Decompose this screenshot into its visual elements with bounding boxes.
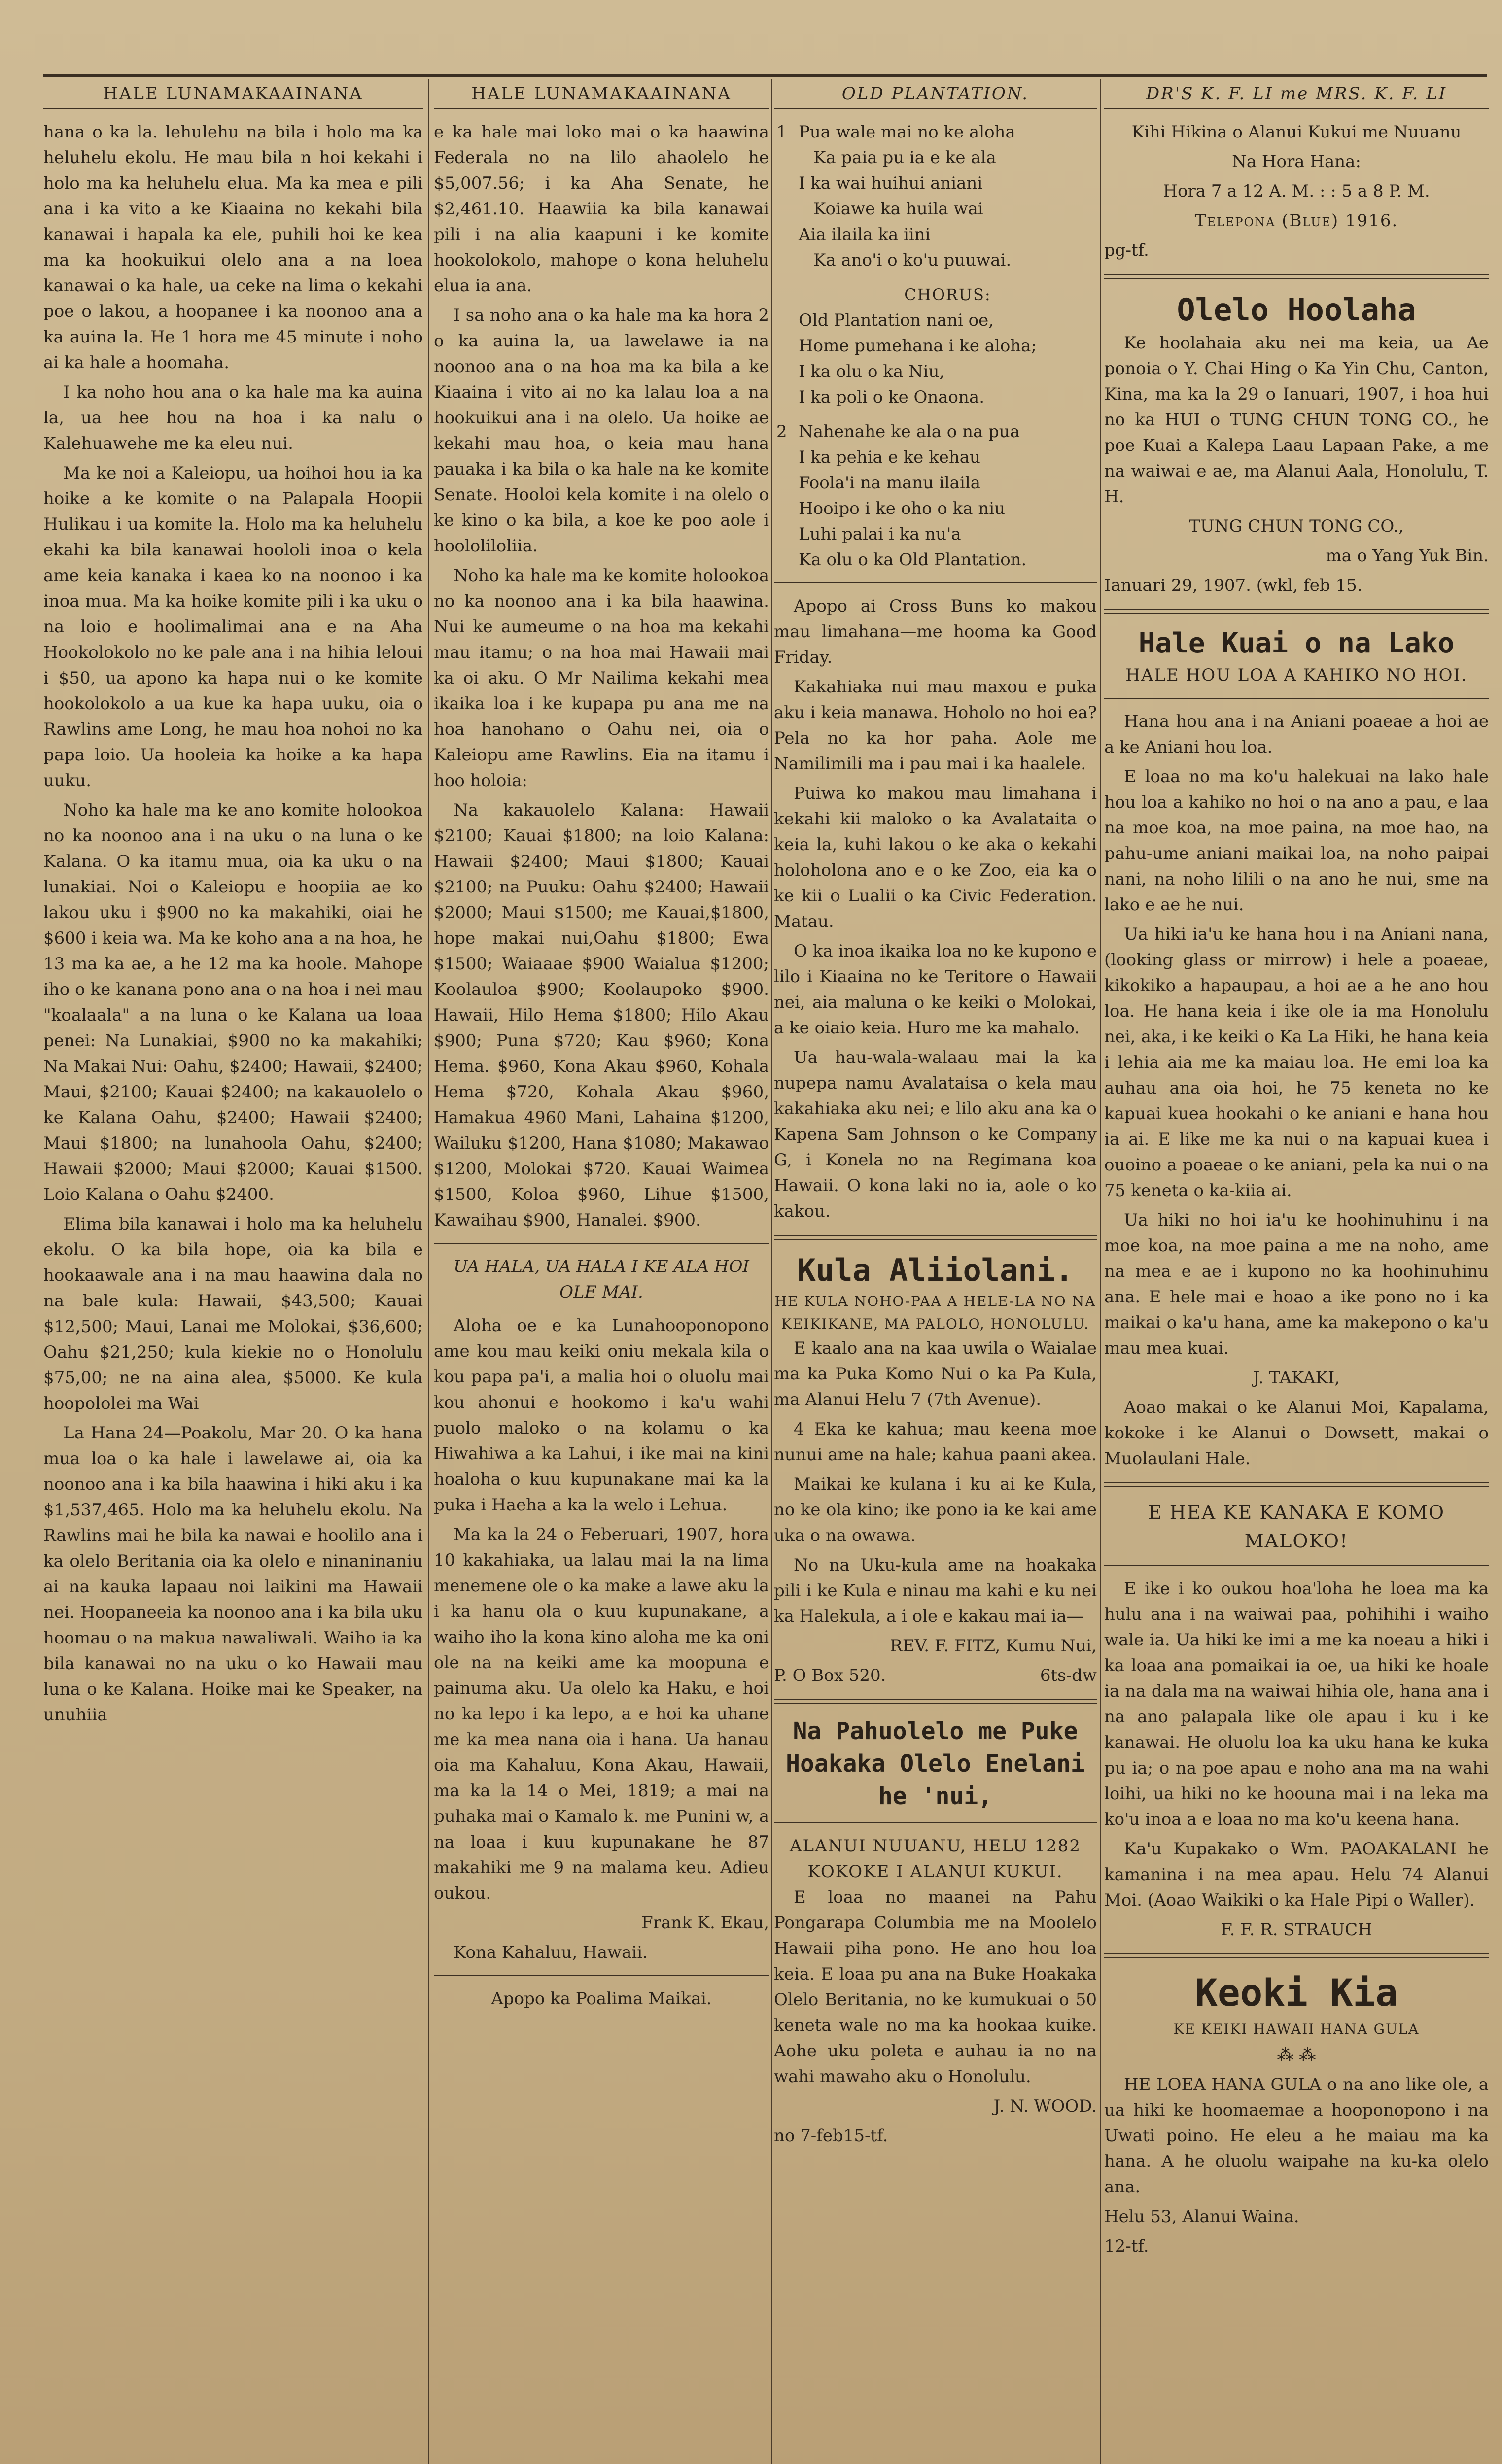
verse-number: 2	[776, 422, 787, 442]
reference-code: 6ts-dw	[1040, 1666, 1097, 1685]
divider	[774, 1822, 1097, 1823]
company-name: TUNG CHUN TONG CO.,	[1189, 516, 1404, 536]
paragraph: Na kakauolelo Kalana: Hawaii $2100; Kauai $1800; na loio Kalana: Hawaii $2400; Maui $1800; Kauai $2100; na Puuku: Oahu $2400; Hawaii $2000; Maui $1500; me Kauai,$1800, hope makai nui,Oahu $1800; Ewa $1500; Waiaaae $900 Waialua $1200; Koolauloa $900; Koolaupoko $900. Hawaii, Hilo Hema $1800; Hilo Akau $900; Puna $720; Kau $960; Kona Hema. $960, Kona Akau $960, Kohala Hema $720, Kohala Akau $960, Hamakua 4960 Mani, Lahaina $1200, Wailuku $1200, Hana $1080; Makawao $1200, Molokai $720. Kauai Waimea $1500, Koloa $960, Lihue $1500, Kawaihau $900, Hanalei. $900.	[434, 800, 769, 1230]
verse-number: 1	[776, 122, 787, 142]
address: Aoao makai o ke Alanui Moi, Kapalama, kokoke i ke Alanui o Dowsett, makai o Muolaulani Hale.	[1104, 1398, 1489, 1469]
article-title: UA HALA, UA HALA I KE ALA HOI OLE MAI.	[454, 1257, 749, 1302]
advertisement-subtitle: HE KULA NOHO-PAA A HELE-LA NO NA KEIKIKANE, MA PALOLO, HONOLULU.	[774, 1293, 1096, 1332]
paragraph: E ike i ko oukou hoa'loha he loea ma ka hulu ana i na waiwai paa, pohihihi i waiho wale ia. Ua hiki ke imi a me ka noeau a hiki i ka loaa ana pomaikai ia oe, ua hiki ke hoale ia na dala ma na waiwai hihia ole, hana ana i na ano palapala like ole apau i ku i ke kanawai. He oluolu loa ka uku hana ke kuka pu ia; o na poe apau e noho ana ma na wahi loihi, ua hiki no ke hoouna mai i na leka ma ko'u inoa a e loaa no ma ko'u keena hana.	[1104, 1579, 1489, 1829]
signature: F. F. R. STRAUCH	[1221, 1920, 1372, 1940]
double-rule	[1104, 274, 1489, 279]
advertisement-title: Hale Kuai o na Lako	[1138, 627, 1455, 659]
advertisement-title: Na Pahuolelo me Puke Hoakaka Olelo Enelani he 'nui,	[786, 1717, 1085, 1810]
doctor-address: Kihi Hikina o Alanui Kukui me Nuuanu	[1131, 122, 1462, 142]
po-box-text: P. O Box 520.	[774, 1666, 886, 1685]
divider	[434, 1975, 769, 1976]
paragraph: 4 Eka ke kahua; mau keena moe nunui ame na hale; kahua paani akea.	[774, 1419, 1097, 1465]
poem-verse	[776, 119, 1097, 273]
column-4	[1104, 84, 1489, 2459]
top-rule	[43, 74, 1487, 77]
signature: REV. F. FITZ, Kumu Nui,	[890, 1636, 1097, 1656]
poem-line: Nahenahe ke ala o na pua	[799, 422, 1020, 442]
advertisement-address: ALANUI NUUANU, HELU 1282 KOKOKE I ALANUI KUKUI.	[790, 1836, 1081, 1882]
paragraph: hana o ka la. lehulehu na bila i holo ma ka heluhelu ekolu. He mau bila n hoi kekahi i holo ma ka heluhelu elua. Ma ka mea e pili ana i ka vito a ke Kiaaina no kekahi bila kanawai i hapala ka ele, puhili hoi ke kea ma ka hookuikui olelo ana a na loea kanawai o ka hale, ua ceke na lima o kekahi poe o lakou, a hoopanee i ka noonoo ana a ka auina la. He 1 hora me 45 minute i noho ai ka hale a hoomaha.	[43, 122, 423, 373]
running-header: DR'S K. F. LI me MRS. K. F. LI	[1104, 84, 1489, 109]
double-rule	[774, 1699, 1097, 1704]
advertisement-subtitle: HALE HOU LOA A KAHIKO NO HOI.	[1125, 665, 1467, 685]
column-divider	[428, 79, 429, 2464]
double-rule	[1104, 609, 1489, 614]
divider	[1104, 1565, 1489, 1566]
paragraph: No na Uku-kula ame na hoakaka pili i ke Kula e ninau ma kahi e ku nei ka Halekula, a i ole e kakau mai ia—	[774, 1555, 1097, 1626]
running-header: OLD PLANTATION.	[774, 84, 1097, 109]
poem-line: Pua wale mai no ke aloha	[799, 122, 1015, 142]
doctor-hours-label: Na Hora Hana:	[1232, 152, 1361, 171]
doctor-hours: Hora 7 a 12 A. M. : : 5 a 8 P. M.	[1163, 181, 1430, 201]
paragraph: I sa noho ana o ka hale ma ka hora 2 o ka auina la, ua lawelawe ia na noonoo ana o na hoa ma ka bila a ke Kiaaina i vito ai no ka lalau loa a na hookuikui ana i na olelo. Ua hoike ae kekahi mau hoa, o keia mau hana pauaka i ka bila o ka hale na ke komite Senate. Hooloi kela komite i na olelo o ke kino o ka bila, a koe ke poo aole i hoololiloliia.	[434, 306, 769, 556]
signature: Frank K. Ekau,	[641, 1913, 769, 1933]
advertisement-title: Kula Aliiolani.	[797, 1252, 1074, 1288]
running-header: HALE LUNAMAKAAINANA	[43, 84, 423, 109]
column-2	[434, 84, 769, 2459]
date-line: Ianuari 29, 1907. (wkl, feb 15.	[1104, 576, 1362, 595]
poem-line: Old Plantation nani oe,	[799, 310, 994, 330]
paragraph: Ua hiki no hoi ia'u ke hoohinuhinu i na moe koa, na moe paina a me na noho, ame na mea e ae i kupono no ka hoohinuhinu ana. E hele mai e hoao a ike pono no i ka maikai o ka'u hana, ame ka makepono o ka'u mau mea kuai.	[1104, 1210, 1489, 1358]
address: Helu 53, Alanui Waina.	[1104, 2207, 1299, 2226]
double-rule	[1104, 1953, 1489, 1958]
poem-line: Luhi palai i ka nu'a	[799, 524, 961, 544]
poem-line: I ka pehia e ke kehau	[799, 447, 980, 467]
chorus-label: CHORUS:	[904, 285, 991, 304]
poem	[774, 119, 1097, 573]
paragraph: Noho ka hale ma ke komite holookoa no ka noonoo ana i ka bila haawina. Nui ke aumeume o na hoa ma kekahi mau itamu; o na hoa mai Hawaii mai ka oi aku. O Mr Nailima kekahi mea ikaika loa i ke kupapa pu ana me na hoa hanohano o Oahu nei, oia o Kaleiopu ame Rawlins. Eia na itamu i hoo holoia:	[434, 566, 769, 790]
reference-code: pg-tf.	[1104, 240, 1149, 260]
poem-line: Foola'i na manu ilaila	[799, 473, 980, 493]
double-rule	[1104, 1482, 1489, 1487]
divider	[774, 582, 1097, 583]
poem-line: Aia ilaila ka iini	[799, 225, 931, 244]
paragraph: Hana hou ana i na Aniani poaeae a hoi ae a ke Aniani hou loa.	[1104, 712, 1489, 757]
column-1	[43, 84, 423, 2459]
paragraph: Ua hiki ia'u ke hana hou i na Aniani nana, (looking glass or mirrow) i hele a poaeae, kikokiko a hapaupau, a hoi ae a he ano hou loa. He hana keia i ike ole ia ma Honolulu nei, aka, i ke keiki o Ka La Hiki, he hana keia i lehia aia me ka maiau loa. He emi loa ka auhau ana oia hoi, he 75 keneta no ke kapuai kuea hookahi o ke aniani e hana hou ia ai. E like me ka nui o na kapuai kuea i ouoino a poaeae o ke aniani, pela ka nui o na 75 keneta o ka-kiia ai.	[1104, 924, 1489, 1200]
paragraph: E kaalo ana na kaa uwila o Waialae ma ka Puka Komo Nui o ka Pa Kula, ma Alanui Helu 7 (7th Avenue).	[774, 1338, 1097, 1409]
doctor-telephone: Telepona (Blue) 1916.	[1194, 211, 1398, 231]
poem-verse	[776, 419, 1097, 573]
poem-line: I ka olu o ka Niu,	[799, 362, 945, 381]
poem-line: Ka olu o ka Old Plantation.	[799, 550, 1027, 570]
divider	[1104, 698, 1489, 699]
paragraph: Ua hau-wala-walaau mai la ka nupepa namu Avalataisa o kela mau kakahiaka aku nei; e lilo aku ana ka o Kapena Sam Johnson o ke Company G, i Konela no na Regimana koa Hawaii. O kona laki no ia, aole o ko kakou.	[774, 1048, 1097, 1221]
divider	[434, 1243, 769, 1244]
column-divider	[1100, 79, 1101, 2464]
paragraph: HE LOEA HANA GULA o na ano like ole, a ua hiki ke hoomaemae a hooponopono i na Uwati poino. He eleu a he maiau ma ka hana. A he oluolu waipahe na ku-ka olelo ana.	[1104, 2075, 1489, 2197]
paragraph: O ka inoa ikaika loa no ke kupono e lilo i Kiaaina no ke Teritore o Hawaii nei, aia maluna o ke keiki o Molokai, a ke oiaio keia. Huro me ka mahalo.	[774, 941, 1097, 1038]
poem-line: Home pumehana i ke aloha;	[799, 336, 1037, 356]
ornament: ⁂ ⁂	[1277, 2045, 1316, 2065]
poem-line: I ka wai huihui aniani	[799, 173, 983, 193]
paragraph: Ka'u Kupakako o Wm. PAOAKALANI he kamanina i na mea apau. Helu 74 Alanui Moi. (Aoao Waikiki o ka Hale Pipi o Waller).	[1104, 1839, 1489, 1910]
paragraph: Aloha oe e ka Lunahooponopono ame kou mau keiki oniu mekala kila o kou papa pa'i, a malia hoi o oluolu mai kou ahonui e hookomo i ka'u wahi puolo maloko o na kolamu o ka Hiwahiwa a ka Lahui, i ike mai na kini hoaloha o kuu kupunakane mai ka la puka i Haeha a ka la welo i Lehua.	[434, 1316, 769, 1515]
paragraph: E loaa no maanei na Pahu Pongarapa Columbia me na Moolelo Hawaii piha pono. He ano hou loa keia. E loaa pu ana na Buke Hoakaka Olelo Beritania, no ke kumukuai o 50 keneta wale no ma ka hookaa kuike. Aohe uku poleta e auhau ia no na wahi mawaho aku o Honolulu.	[774, 1887, 1097, 2087]
poem-line: I ka poli o ke Onaona.	[799, 387, 985, 407]
po-box	[774, 1663, 1097, 1688]
poem-line: Koiawe ka huila wai	[813, 199, 983, 219]
column-3	[774, 84, 1097, 2459]
reference-code: 12-tf.	[1104, 2236, 1149, 2256]
paragraph: I ka noho hou ana o ka hale ma ka auina la, ua hee hou na hoa i ka nalu o Kalehuawehe me ka eleu nui.	[43, 382, 423, 453]
poem-line: Ka paia pu ia e ke ala	[813, 148, 996, 168]
paragraph: Maikai ke kulana i ku ai ke Kula, no ke ola kino; ike pono ia ke kai ame uka o na owawa.	[774, 1474, 1097, 1545]
paragraph: Kakahiaka nui mau maxou e puka aku i keia manawa. Hoholo no hoi ea? Pela no ka hor paha. Aole me Namilimili ma i pau mai i ka haalele.	[774, 677, 1097, 774]
signature: J. N. WOOD.	[993, 2096, 1097, 2116]
signature-place: Kona Kahaluu, Hawaii.	[454, 1943, 648, 1962]
footer-note: Apopo ka Poalima Maikai.	[491, 1989, 712, 2009]
advertisement-title: Olelo Hoolaha	[1177, 292, 1416, 328]
advertisement-title: E HEA KE KANAKA E KOMO MALOKO!	[1148, 1502, 1445, 1552]
paragraph: E loaa no ma ko'u halekuai na lako hale hou loa a kahiko no hoi o na ano a pau, e laa na moe koa, na moe paina, na moe hao, na pahu-ume aniani maikai loa, na noho paipai nani, na noho lilili o na ano he nui, sme na lako e ae he nui.	[1104, 767, 1489, 915]
double-rule	[774, 1235, 1097, 1240]
advertisement-subtitle: KE KEIKI HAWAII HANA GULA	[1173, 2021, 1420, 2037]
poem-line: Ka ano'i o ko'u puuwai.	[813, 250, 1012, 270]
paragraph: La Hana 24—Poakolu, Mar 20. O ka hana mua loa o ka hale i lawelawe ai, oia ka noonoo ana i ka bila haawina i hiki aku i ka $1,537,465. Holo ma ka heluhelu ekolu. Na Rawlins mai he bila ka nawai e hoolilo ana i ka olelo Beritania oia ka olelo e ninaninaniu ai na kauka lapaau noi laikini ma Hawaii nei. Hoopaneeia ka noonoo ana i ka bila uku hoomau o na makua nawaliwali. Waiho ia ka bila kanawai no na uku o ko Hawaii mau luna o ke Kalana. Hoike mai ke Speaker, na unuhiia	[43, 1423, 423, 1725]
paragraph: Elima bila kanawai i holo ma ka heluhelu ekolu. O ka bila hope, oia ka bila e hookaawale ana i na mau haawina dala no na bale kula: Hawaii, $43,500; Kauai $12,500; Maui, Lanai me Molokai, $36,600; Oahu $21,250; kula kiekie no o Honolulu $75,00; ne na aina alea, $5000. Ke kula hoopololei ma Wai	[43, 1214, 423, 1413]
reference-code: no 7-feb15-tf.	[774, 2126, 888, 2146]
agent-name: ma o Yang Yuk Bin.	[1326, 546, 1489, 566]
advertisement-title: Keoki Kia	[1195, 1971, 1398, 2015]
column-divider	[771, 79, 772, 2464]
running-header: HALE LUNAMAKAAINANA	[434, 84, 769, 109]
paragraph: Ke hoolahaia aku nei ma keia, ua Ae ponoia o Y. Chai Hing o Ka Yin Chu, Canton, Kina, ma ka la 29 o Ianuari, 1907, i hoa hui no ka HUI o TUNG CHUN TONG CO., he poe Kuai a Kalepa Laau Lapaan Pake, a me na waiwai e ae, ma Alanui Aala, Honolulu, T. H.	[1104, 333, 1489, 507]
paragraph: Apopo ai Cross Buns ko makou mau limahana—me hooma ka Good Friday.	[774, 596, 1097, 667]
paragraph: Ma ka la 24 o Feberuari, 1907, hora 10 kakahiaka, ua lalau mai la na lima menemene ole o ka make a lawe aku la i ka hanu ola o kuu kupunakane, a waiho iho la kona kino aloha me ka oni ole na na keiki ame ka moopuna e painuma aku. Ua olelo ka Haku, e hoi no ka lepo i ka lepo, a e hoi ka uhane me ka mea nana oia i hana. Ua hanau oia ma Kahaluu, Kona Akau, Hawaii, ma ka la 14 o Mei, 1819; a mai na puhaka mai o Kamalo k. me Punini w, a na loaa i kuu kupunakane he 87 makahiki me 9 na malama keu. Adieu oukou.	[434, 1525, 769, 1903]
paragraph: Ma ke noi a Kaleiopu, ua hoihoi hou ia ka hoike a ke komite o na Palapala Hoopii Hulikau i ua komite la. Holo ma ka heluhelu ekahi ka bila kanawai hoololi inoa o kela ame keia kanaka i kaea ko na noonoo i ka inoa mua. Ma ka hoike komite pili i ka uku o na loio e hoolimalimai ana e na Aha Hookolokolo no ke pale ana i na hihia leloui i $50, ua apono ka hapa nui o ke komite hookolokolo a ua kue ka hapa uuku, oia o Rawlins ame Long, he mau hoa nohoi no ka papa loio. Ua hooleia ka hoike a ka hapa uuku.	[43, 463, 423, 790]
paragraph: e ka hale mai loko mai o ka haawina Federala no na lilo ahaolelo he $5,007.56; i ka Aha Senate, he $2,461.10. Haawiia ka bila kanawai pili i na alia kaapuni i ke komite hookolokolo, mahope o kona heluhelu elua ia ana.	[434, 122, 769, 296]
paragraph: Noho ka hale ma ke ano komite holookoa no ka noonoo ana i na uku o na luna o ke Kalana. O ka itamu mua, oia ka uku o na lunakiai. Noi o Kaleiopu e hoopiia ae ko lakou uku i $900 no ka makahiki, oiai he $600 i keia wa. Ma ke koho ana a na hoa, he 13 ma ka ae, a he 12 ma ka hoole. Mahope iho o ke kanana pono ana o na hoa i nei mau "koalaala" a na luna o ke Kalana ua loaa penei: Na Lunakiai, $900 no ka makahiki; Na Makai Nui: Oahu, $2400; Hawaii, $2400; Maui, $2100; Kauai $2400; na kakauolelo o ke Kalana Oahu, $2400; Hawaii $2400; Maui $1800; na lunahoola Oahu, $2400; Hawaii $2000; Maui $2000; Kauai $1500. Loio Kalana o Oahu $2400.	[43, 800, 423, 1204]
poem-line: Hooipo i ke oho o ka niu	[799, 499, 1005, 518]
paragraph: Puiwa ko makou mau limahana i kekahi kii maloko o ka Avalataita o keia la, kuhi lakou o ke aka o kekahi holoholona ano e o ke Zoo, eia ka o ke kii o Lualii o ka Civic Federation. Matau.	[774, 784, 1097, 931]
poem-chorus	[799, 308, 1097, 410]
signature: J. TAKAKI,	[1253, 1368, 1340, 1388]
